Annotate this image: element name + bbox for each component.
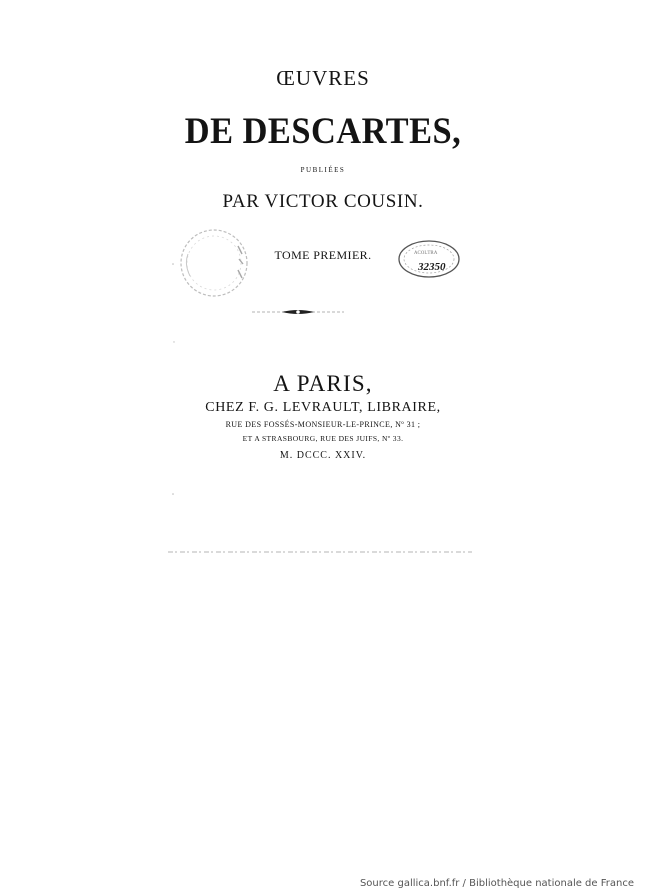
scan-specks — [170, 250, 178, 530]
imprint-address-paris: RUE DES FOSSÉS-MONSIEUR-LE-PRINCE, Nº 31 ; — [225, 420, 421, 429]
stamp-number: 32350 — [418, 261, 446, 273]
library-stamp-right — [396, 238, 462, 280]
ornament-rule-icon — [250, 307, 346, 317]
imprint-address-strasbourg: ET A STRASBOURG, RUE DES JUIFS, Nº 33. — [242, 434, 404, 443]
page-edge-divider — [166, 548, 476, 556]
editor-line: PAR VICTOR COUSIN. — [222, 191, 424, 212]
author-title: DE DESCARTES, — [184, 111, 462, 152]
imprint-city: A PARIS, — [273, 371, 373, 396]
imprint-date: M. DCCC. XXIV. — [279, 450, 367, 461]
library-stamp-left — [176, 224, 256, 304]
svg-text:ᴀᴄᴏʟᴛʀᴀ: ᴀᴄᴏʟᴛʀᴀ — [414, 248, 438, 256]
imprint-publisher: CHEZ F. G. LEVRAULT, LIBRAIRE, — [205, 400, 441, 415]
volume-label: TOME PREMIER. — [274, 248, 372, 262]
published-label: PUBLIÉES — [300, 166, 346, 174]
work-title: ŒUVRES — [276, 66, 370, 90]
source-credit: Source gallica.bnf.fr / Bibliothèque nationale de France — [359, 878, 634, 889]
